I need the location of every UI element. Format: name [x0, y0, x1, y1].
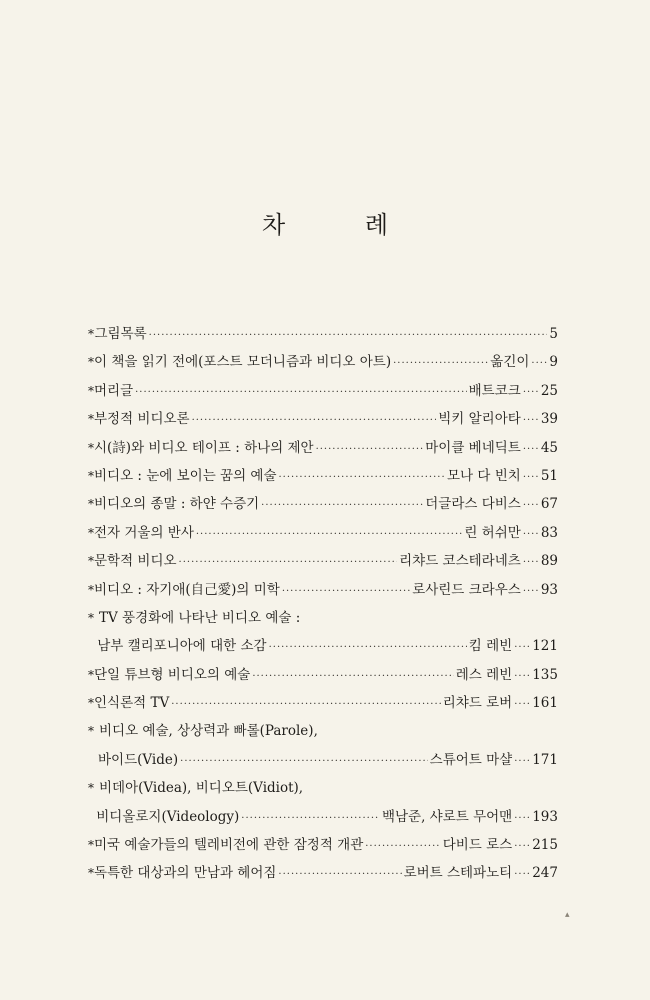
- entry-page-number: 193: [532, 808, 558, 825]
- toc-entry: [88, 322, 558, 350]
- toc-entry: [88, 776, 558, 804]
- entry-page-number: 25: [540, 382, 558, 399]
- toc-entry: [88, 691, 558, 719]
- table-of-contents: [88, 322, 558, 890]
- entry-author: 로버트 스테파노티: [403, 865, 513, 882]
- bullet-star: *: [88, 355, 94, 370]
- toc-entry: [88, 805, 558, 833]
- leader-dots: [149, 330, 548, 341]
- entry-page-number: 67: [540, 496, 558, 513]
- leader-dots: [523, 472, 539, 483]
- leader-dots: [514, 756, 530, 767]
- toc-entry: [88, 606, 558, 634]
- entry-page-number: 9: [549, 354, 558, 371]
- leader-dots: [192, 415, 437, 426]
- entry-title: 인식론적 TV: [94, 695, 170, 712]
- entry-page-number: 45: [540, 439, 558, 456]
- leader-dots: [523, 586, 539, 597]
- leader-dots: [523, 500, 539, 511]
- toc-entry: [88, 634, 558, 662]
- bullet-star: *: [88, 724, 94, 739]
- entry-title: 시(詩)와 비디오 테이프 : 하나의 제안: [94, 439, 314, 456]
- entry-page-number: 247: [532, 865, 558, 882]
- entry-author: 킴 레빈: [468, 638, 513, 655]
- bullet-star: *: [88, 327, 94, 341]
- leader-dots: [523, 529, 539, 540]
- leader-dots: [278, 869, 401, 880]
- entry-title: 그림목록: [94, 326, 147, 342]
- entry-title: 단일 튜브형 비디오의 예술: [94, 666, 251, 683]
- entry-title: 바이드(Vide): [98, 751, 179, 768]
- leader-dots: [365, 841, 440, 852]
- entry-title: 이 책을 읽기 전에(포스트 모더니즘과 비디오 아트): [94, 354, 392, 371]
- toc-entry: [88, 663, 558, 691]
- toc-entry: [88, 833, 558, 861]
- bullet-star: *: [88, 440, 94, 455]
- entry-author: 레스 레빈: [455, 666, 513, 683]
- entry-author: 빅키 알리아타: [438, 411, 521, 428]
- bullet-star: *: [88, 497, 94, 512]
- entry-author: 다비드 로스: [442, 837, 513, 854]
- toc-entry: [88, 748, 558, 776]
- entry-author: 백남준, 샤로트 무어맨: [381, 808, 513, 825]
- entry-page-number: 171: [532, 751, 558, 768]
- bullet-star: *: [88, 412, 94, 427]
- entry-title: 독특한 대상과의 만남과 헤어짐: [94, 865, 277, 882]
- toc-entry: [88, 492, 558, 520]
- entry-title: 부정적 비디오론: [94, 411, 190, 428]
- page-title: 차 례: [262, 211, 424, 239]
- leader-dots: [196, 529, 462, 540]
- entry-author: 로사린드 크라우스: [412, 581, 521, 598]
- leader-dots: [252, 671, 453, 682]
- entry-author: 마이클 베네딕트: [425, 439, 521, 456]
- leader-dots: [241, 813, 380, 824]
- entry-page-number: 135: [532, 666, 558, 683]
- entry-title: 머리글: [94, 382, 134, 399]
- bullet-star: *: [88, 838, 94, 853]
- entry-title: 비데아(Videa), 비디오트(Vidiot),: [99, 780, 304, 797]
- leader-dots: [180, 756, 428, 767]
- entry-title: 미국 예술가들의 텔레비전에 관한 잠정적 개관: [94, 837, 364, 854]
- entry-title: 비디오 예술, 상상력과 빠롤(Parole),: [99, 723, 318, 740]
- toc-entry: [88, 464, 558, 492]
- toc-entry: [88, 350, 558, 378]
- bullet-star: *: [88, 525, 94, 540]
- leader-dots: [523, 387, 539, 398]
- leader-dots: [523, 444, 539, 455]
- entry-title: 문학적 비디오: [94, 553, 177, 570]
- leader-dots: [514, 642, 530, 653]
- toc-entry: [88, 521, 558, 549]
- toc-entry: [88, 436, 558, 464]
- bullet-star: *: [88, 383, 94, 398]
- leader-dots: [514, 841, 530, 852]
- entry-page-number: 93: [540, 581, 558, 598]
- entry-title: 비디오 : 자기애(自己愛)의 미학: [94, 581, 280, 598]
- entry-title: 비디올로지(Videology): [96, 808, 240, 825]
- entry-author: 더글라스 다비스: [425, 496, 521, 513]
- entry-page-number: 5: [549, 326, 558, 342]
- bullet-star: *: [88, 696, 94, 711]
- entry-author: 리챠드 로버: [442, 695, 513, 712]
- leader-dots: [269, 642, 467, 653]
- leader-dots: [171, 699, 441, 710]
- entry-author: 리챠드 코스테라네츠: [399, 553, 521, 570]
- leader-dots: [316, 444, 424, 455]
- toc-entry: [88, 549, 558, 577]
- toc-entry: [88, 379, 558, 407]
- entry-author: 옮긴이: [490, 354, 530, 371]
- entry-page-number: 121: [532, 638, 558, 655]
- entry-author: 린 허쉬만: [464, 524, 521, 541]
- leader-dots: [514, 813, 530, 824]
- leader-dots: [261, 500, 423, 511]
- toc-entry: [88, 407, 558, 435]
- entry-title: 비디오의 종말 : 하얀 수증기: [94, 496, 260, 513]
- toc-entry: [88, 719, 558, 747]
- toc-entry: [88, 578, 558, 606]
- entry-author: 배트코크: [468, 382, 521, 399]
- entry-page-number: 161: [532, 695, 558, 712]
- entry-title: 남부 캘리포니아에 대한 소감: [97, 638, 267, 655]
- bullet-star: *: [88, 554, 94, 569]
- entry-author: 스튜어트 마샬: [429, 751, 513, 768]
- leader-dots: [514, 699, 530, 710]
- leader-dots: [531, 358, 547, 369]
- leader-dots: [279, 472, 446, 483]
- entry-page-number: 83: [540, 524, 558, 541]
- toc-entry: [88, 861, 558, 889]
- bullet-star: *: [88, 667, 94, 682]
- entry-title: TV 풍경화에 나타난 비디오 예술 :: [99, 609, 301, 626]
- bullet-star: *: [88, 468, 94, 483]
- bullet-star: *: [88, 610, 94, 625]
- entry-page-number: 89: [540, 553, 558, 570]
- corner-mark-icon: ▴: [565, 910, 570, 920]
- leader-dots: [523, 415, 539, 426]
- leader-dots: [514, 869, 530, 880]
- bullet-star: *: [88, 781, 94, 796]
- entry-page-number: 215: [532, 837, 558, 854]
- entry-title: 전자 거울의 반사: [94, 524, 194, 541]
- entry-page-number: 39: [540, 411, 558, 428]
- leader-dots: [179, 557, 398, 568]
- bullet-star: *: [88, 582, 94, 597]
- entry-author: 모나 다 빈치: [447, 467, 521, 484]
- entry-page-number: 51: [540, 467, 558, 484]
- leader-dots: [135, 387, 467, 398]
- leader-dots: [514, 671, 530, 682]
- leader-dots: [282, 586, 410, 597]
- bullet-star: *: [88, 866, 94, 881]
- entry-title: 비디오 : 눈에 보이는 꿈의 예술: [94, 467, 277, 484]
- leader-dots: [393, 358, 488, 369]
- leader-dots: [523, 557, 539, 568]
